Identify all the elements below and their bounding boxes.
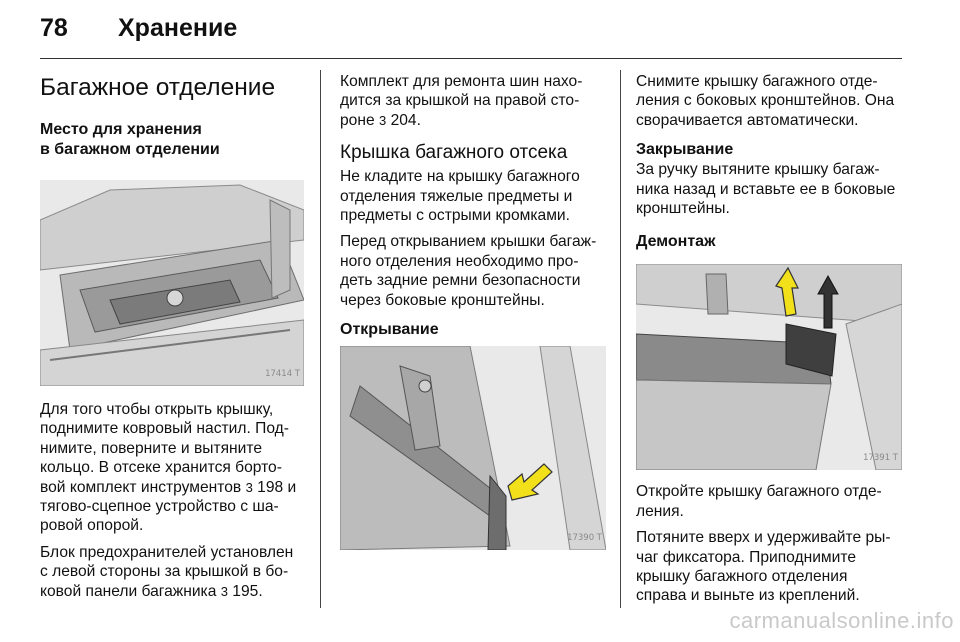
paragraph: Не кладите на крышку багажного отделения тяжелые предметы и предметы с острыми кромками. [340,168,580,225]
header-rule [40,58,902,59]
figure-number: 17414 T [265,368,300,379]
reference-page: 198 [257,478,284,496]
heading-trunk-cover: Крышка багажного отсека [340,142,568,164]
figure-remove-cover [636,264,902,470]
reference-page: 195. [232,582,263,600]
figure-number: 17390 T [567,532,602,543]
paragraph: Откройте крышку багажного отде-ления. [636,483,882,520]
chapter-title: Хранение [118,14,238,42]
paragraph-text: Блок предохранителей установлен с левой стороны за крышкой в бо-ковой панели багажника [40,543,294,600]
figure-trunk-floor [40,180,304,386]
column-1 [40,70,304,608]
paragraph: Потяните вверх и удерживайте ры-чаг фиксатора. Приподнимите крышку багажного отделения справа и выньте из креплений. [636,529,891,605]
paragraph: Перед открыванием крышки багаж-ного отделения необходимо про-деть задние ремни безопасности через боковые кронштейны. [340,233,597,309]
paragraph: За ручку вытяните крышку багаж-ника назад и вставьте ее в боковые кронштейны. [636,161,896,218]
trunk-floor-illustration [40,180,304,386]
subheading-line-1: Место для хранения [40,121,202,138]
reference-icon: 3 [220,583,228,599]
reference-icon: 3 [245,479,253,495]
paragraph-text: Для того чтобы открыть крышку, поднимите ковровый настил. Под-нимите, поверните и вытяните кольцо. В отсеке хранится борто-вой комплект инструментов [40,401,289,496]
column-divider-2 [620,70,621,608]
column-divider-1 [320,70,321,608]
page-header [40,14,237,43]
column-2 [340,72,606,550]
paragraph-text: Комплект для ремонта шин нахо-дится за крышкой на правой сто-роне [340,73,583,129]
remove-cover-illustration [636,264,902,470]
paragraph [40,543,304,601]
subheading [40,120,304,160]
reference-page: 204. [390,111,421,129]
open-cover-illustration [340,346,606,550]
page-number: 78 [40,14,68,42]
watermark: carmanualsonline.info [729,608,954,633]
label-removal: Демонтаж [636,233,716,251]
paragraph [40,400,304,536]
figure-open-cover [340,346,606,550]
paragraph-text: и тягово-сцепное устройство с ша-ровой опорой. [40,478,297,535]
subheading-line-2: в багажном отделении [40,141,220,158]
figure-number: 17391 T [863,453,898,464]
label-closing: Закрывание [636,141,734,159]
paragraph [340,72,606,130]
column-3 [636,72,902,613]
section-title: Багажное отделение [40,74,276,101]
label-opening: Открывание [340,321,439,339]
reference-icon: 3 [378,112,387,128]
paragraph: Снимите крышку багажного отде-ления с боковых кронштейнов. Она сворачивается автоматически. [636,73,895,129]
